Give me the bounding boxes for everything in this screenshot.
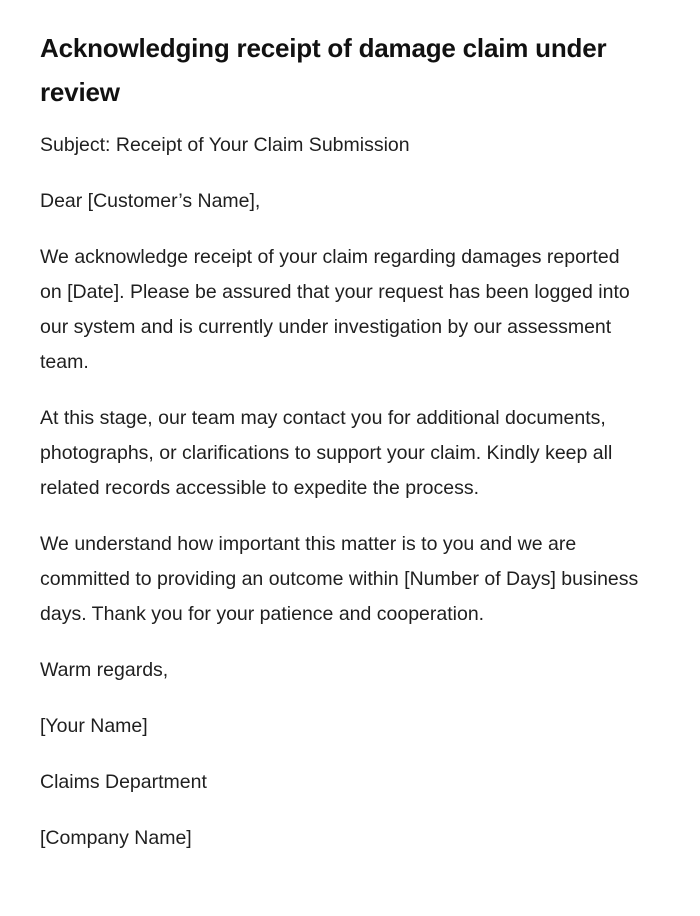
body-paragraph-1: We acknowledge receipt of your claim regarding damages reported on [Date]. Please be assured that your request has been logged into our system and is currently under investigation by our assessment team.	[40, 246, 630, 373]
body-paragraph-3: We understand how important this matter is to you and we are committed to providing an outcome within [Number of Days] business days. Thank you for your patience and cooperation.	[40, 533, 639, 625]
closing-line: Warm regards,	[40, 659, 169, 681]
document-title: Acknowledging receipt of damage claim under review	[40, 33, 607, 107]
salutation: Dear [Customer’s Name],	[40, 190, 261, 212]
signature-company: [Company Name]	[40, 827, 192, 849]
signature-name: [Your Name]	[40, 715, 148, 737]
subject-line: Subject: Receipt of Your Claim Submission	[40, 134, 410, 156]
signature-department: Claims Department	[40, 771, 207, 793]
body-paragraph-2: At this stage, our team may contact you for additional documents, photographs, or clarifications to support your claim. Kindly keep all related records accessible to expedite the process.	[40, 407, 613, 499]
